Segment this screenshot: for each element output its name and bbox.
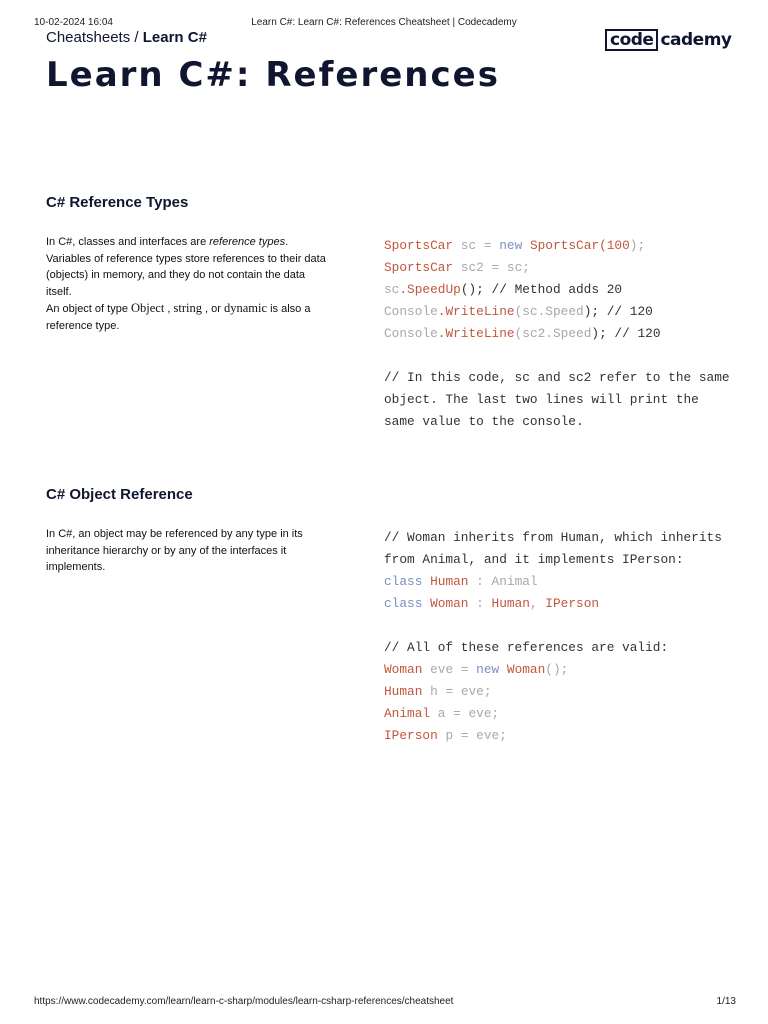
desc-text: , xyxy=(164,303,174,315)
breadcrumb-separator: / xyxy=(130,29,143,46)
print-title: Learn C#: Learn C#: References Cheatsheet | Codecademy xyxy=(251,17,517,28)
code-line: SportsCar sc = new SportsCar(100); xyxy=(384,238,646,253)
breadcrumb-current: Learn C# xyxy=(142,29,207,46)
desc-emphasis: reference types xyxy=(209,236,286,248)
code-line: sc.SpeedUp(); // Method adds 20 xyxy=(384,282,623,297)
desc-text: An object of type xyxy=(46,303,131,315)
desc-text: is also a reference type. xyxy=(46,303,311,332)
code-comment: // In this code, sc and sc2 refer to the same object. The last two lines will print the same value to the console. xyxy=(384,370,738,429)
code-line: Human h = eve; xyxy=(384,684,492,699)
logo-code-box: code xyxy=(605,29,658,51)
code-line: class Woman : Human, IPerson xyxy=(384,596,600,611)
breadcrumb xyxy=(46,29,207,46)
logo-cademy-text: cademy xyxy=(660,30,732,50)
print-page-number: 1/13 xyxy=(716,996,736,1007)
code-comment: // Woman inherits from Human, which inherits from Animal, and it implements IPerson: xyxy=(384,530,730,567)
code-comment: // All of these references are valid: xyxy=(384,640,669,655)
desc-text: In C#, classes and interfaces are xyxy=(46,236,210,248)
codecademy-logo[interactable] xyxy=(605,29,732,51)
print-url: https://www.codecademy.com/learn/learn-c-sharp/modules/learn-csharp-references/cheatsheet xyxy=(34,996,454,1007)
desc-text: . Variables of reference types store references to their data (objects) in memory, and they do not contain the data itself. xyxy=(46,236,326,298)
code-line: class Human : Animal xyxy=(384,574,538,589)
desc-text: , or xyxy=(201,303,224,315)
print-datetime: 10-02-2024 16:04 xyxy=(34,17,113,28)
section-heading-object-reference: C# Object Reference xyxy=(46,486,193,503)
section-heading-reference-types: C# Reference Types xyxy=(46,194,189,211)
object-reference-description xyxy=(46,526,328,576)
reference-types-description xyxy=(46,234,328,334)
code-line: Woman eve = new Woman(); xyxy=(384,662,569,677)
code-block-reference-types xyxy=(384,235,738,433)
code-line: Console.WriteLine(sc.Speed); // 120 xyxy=(384,304,653,319)
breadcrumb-cheatsheets-link[interactable]: Cheatsheets xyxy=(46,29,131,46)
code-line: IPerson p = eve; xyxy=(384,728,507,743)
page-title: Learn C#: References xyxy=(46,55,500,95)
inline-code-object: Object xyxy=(131,301,165,315)
inline-code-string: string xyxy=(173,301,202,315)
code-line: Console.WriteLine(sc2.Speed); // 120 xyxy=(384,326,661,341)
code-block-object-reference xyxy=(384,527,734,747)
code-line: Animal a = eve; xyxy=(384,706,500,721)
desc-text: In C#, an object may be referenced by any type in its inheritance hierarchy or by any of the interfaces it implements. xyxy=(46,528,303,573)
inline-code-dynamic: dynamic xyxy=(224,301,268,315)
code-line: SportsCar sc2 = sc; xyxy=(384,260,530,275)
